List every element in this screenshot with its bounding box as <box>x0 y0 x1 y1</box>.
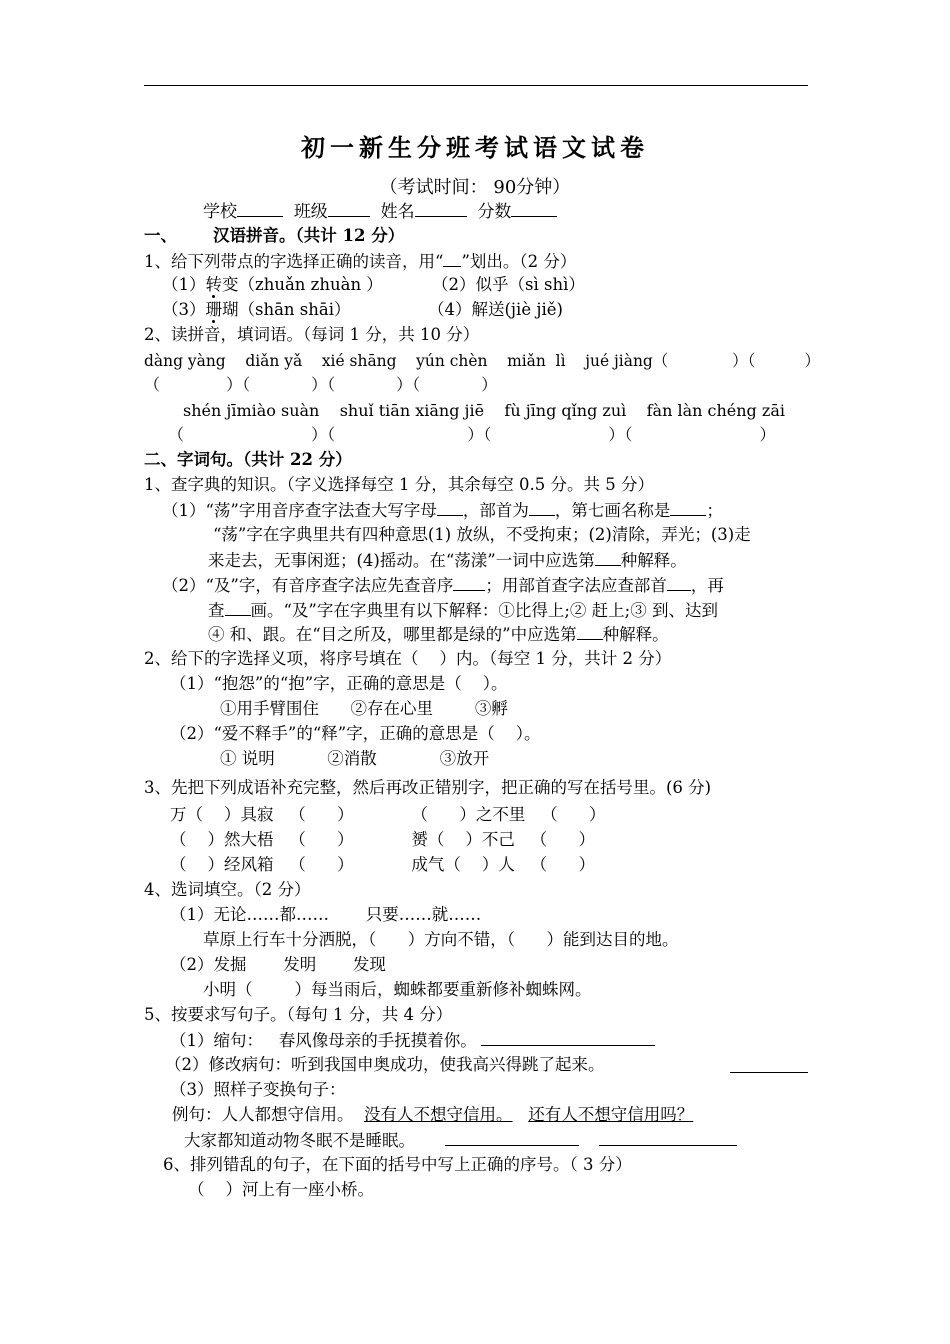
s2-q6-1: （ ）河上有一座小桥。 <box>188 1180 374 1199</box>
s2-q1-2-f: ④ 和、跟。在“目之所及，哪里都是绿的”中应选第 <box>208 625 577 644</box>
s2-q1-1-c: ，第七画名称是 <box>554 501 671 520</box>
blank <box>667 574 691 591</box>
s2-q4-1-sentence: 草原上行车十分洒脱，（ ）方向不错，（ ）能到达目的地。 <box>203 930 679 949</box>
s2-q3-row2: （ ）然大梧 （ ） 赟（ ）不己 （ ） <box>170 830 596 849</box>
s2-q3-row1: 万（ ）具寂 （ ） （ ）之不里 （ ） <box>170 805 606 824</box>
s1-q1-item-1 <box>162 274 383 296</box>
s2-q1-1-a: （1）“荡”字用音序查字法查大写字母 <box>162 501 437 520</box>
s2-q5: 5、按要求写句子。（每句 1 分，共 4 分） <box>144 1005 453 1024</box>
s2-q3: 3、先把下列成语补充完整，然后再改正错别字，把正确的写在括号里。(6 分) <box>144 778 712 797</box>
class-label: 班级 <box>293 202 328 222</box>
s2-q6: 6、排列错乱的句子，在下面的括号中写上正确的序号。（ 3 分） <box>163 1155 632 1174</box>
section-1-title: 汉语拼音。（共计 12 分） <box>213 226 405 245</box>
s1-q1-item-3 <box>162 299 351 321</box>
s2-q5-4-text: 大家都知道动物冬眠不是睡眠。 <box>184 1131 415 1150</box>
s1-q1-c-dotted: 珊 <box>205 300 222 319</box>
s2-q1-1-line2: “荡”字在字典里共有四种意思(1) 放纵，不受拘束；(2)清除，弄光；(3)走 <box>213 525 751 544</box>
blank <box>595 549 621 566</box>
answer-row-2: （ ）（ ）（ ）（ ） <box>168 425 776 444</box>
answer-row-1: （ ）（ ）（ ）（ ） <box>144 375 498 394</box>
page-title: 初一新生分班考试语文试卷 <box>301 133 649 162</box>
blank <box>577 623 603 640</box>
s2-q4: 4、选词填空。（2 分） <box>144 880 311 899</box>
score-blank <box>511 200 557 217</box>
s2-q1-2-g: 种解释。 <box>602 625 669 644</box>
s2-q2-1: （1）“抱怨”的“抱”字，正确的意思是（ ）。 <box>170 674 508 693</box>
student-info-line <box>203 200 557 223</box>
school-label: 学校 <box>203 202 237 222</box>
s1-q1-c-num: （3） <box>162 300 206 319</box>
s2-q2-2-options: ① 说明 ②消散 ③放开 <box>220 749 490 768</box>
s1-q1-a-dotted: 转 <box>205 275 222 294</box>
s2-q4-2: （2）发掘 发明 发现 <box>170 955 386 974</box>
s2-q5-2: （2）修改病句：听到我国申奥成功，使我高兴得跳了起来。 <box>165 1055 605 1074</box>
pinyin-row-2: shén jīmiào suàn shuǐ tiān xiāng jiē fù jīng qǐng zuì fàn làn chéng zāi <box>183 401 785 420</box>
answer-line <box>599 1129 737 1146</box>
s2-q1-1-line3 <box>208 549 687 572</box>
s1-q1-a-rest: 变（zhuǎn zhuàn ） <box>222 275 383 294</box>
s2-q1: 1、查字典的知识。（字义选择每空 1 分，其余每空 0.5 分。共 5 分） <box>144 475 654 494</box>
s1-q2: 2、读拼音，填词语。（每词 1 分，共 10 分） <box>144 325 480 344</box>
s2-q1-2-line2 <box>208 599 718 622</box>
s2-q1-1-line1 <box>162 499 723 522</box>
s2-q1-1-f: 来走去，无事闲逛；(4)摇动。在“荡漾”一词中应选第 <box>208 551 595 570</box>
s2-q1-2-d: 查 <box>208 601 225 620</box>
s1-q1-item-4: （4）解送(jiè jiě) <box>428 300 563 319</box>
s1-q1-c-rest: 瑚（shān shāi） <box>222 300 351 319</box>
s2-q1-2-e: 画。“及”字在字典里有以下解释：①比得上;② 赶上;③ 到、达到 <box>250 601 718 620</box>
s1-q1-mark <box>443 250 461 267</box>
blank <box>437 499 463 516</box>
pinyin-row-1: dàng yàng diǎn yǎ xié shāng yún chèn miǎn lì jué jiàng（ ）（ ） <box>144 351 820 370</box>
section-2-heading: 二、字词句。（共计 22 分） <box>144 450 352 469</box>
s1-q1-item-2: （2）似乎（sì shì） <box>432 275 585 294</box>
s1-q1-a-num: （1） <box>162 275 206 294</box>
example-label: 例句：人人都想守信用。 <box>172 1105 364 1124</box>
s2-q5-example <box>172 1104 693 1126</box>
s2-q4-2-sentence: 小明（ ）每当雨后，蜘蛛都要重新修补蜘蛛网。 <box>203 980 592 999</box>
s2-q2-1-options: ①用手臂围住 ②存在心里 ③孵 <box>220 699 508 718</box>
school-blank <box>237 200 283 217</box>
s2-q5-4 <box>184 1129 737 1152</box>
s2-q5-3: （3）照样子变换句子： <box>170 1080 346 1099</box>
s2-q4-1: （1）无论……都…… 只要……就…… <box>170 905 482 924</box>
s2-q1-2-a: （2）“及”字，有音序查字法应先查音序 <box>162 576 454 595</box>
example-answer-2: 还有人不想守信用吗？ <box>528 1105 694 1124</box>
answer-line <box>445 1129 579 1146</box>
blank <box>670 499 706 516</box>
s2-q2-2: （2）“爱不释手”的“释”字，正确的意思是（ ）。 <box>170 724 541 743</box>
header-rule <box>144 85 808 86</box>
score-label: 分数 <box>477 202 512 222</box>
s2-q1-1-d: ； <box>706 501 723 520</box>
s2-q3-row3: （ ）经风箱 （ ） 成气（ ）人 （ ） <box>170 855 596 874</box>
s2-q2: 2、给下的字选择义项，将序号填在（ ）内。（每空 1 分，共计 2 分） <box>144 649 672 668</box>
s2-q5-1-text: （1）缩句： 春风像母亲的手抚摸着你。 <box>170 1031 477 1050</box>
blank <box>453 574 485 591</box>
s2-q1-2-c: ，再 <box>690 576 724 595</box>
s2-q1-2-line3 <box>208 623 669 646</box>
section-1-heading <box>144 225 404 247</box>
s2-q1-1-g: 种解释。 <box>620 551 687 570</box>
s2-q5-1 <box>170 1029 655 1052</box>
s1-q1-text-end: ”划出。（2 分） <box>461 252 577 271</box>
s2-q1-2-line1 <box>162 574 724 597</box>
s2-q1-1-b: ，部首为 <box>462 501 529 520</box>
s1-q1-text: 1、给下列带点的字选择正确的读音，用“ <box>144 252 444 271</box>
example-answer-1: 没有人不想守信用。 <box>364 1105 513 1124</box>
answer-line <box>481 1029 655 1046</box>
class-blank <box>328 200 370 217</box>
s1-q1 <box>144 250 576 273</box>
blank <box>225 599 251 616</box>
s2-q1-2-b: ；用部首查字法应查部首 <box>485 576 667 595</box>
name-blank <box>415 200 467 217</box>
answer-line <box>730 1054 808 1073</box>
section-1-number: 一、 <box>144 226 177 245</box>
name-label: 姓名 <box>380 202 415 222</box>
blank <box>529 499 555 516</box>
exam-duration: （考试时间： 90分钟） <box>379 177 571 198</box>
